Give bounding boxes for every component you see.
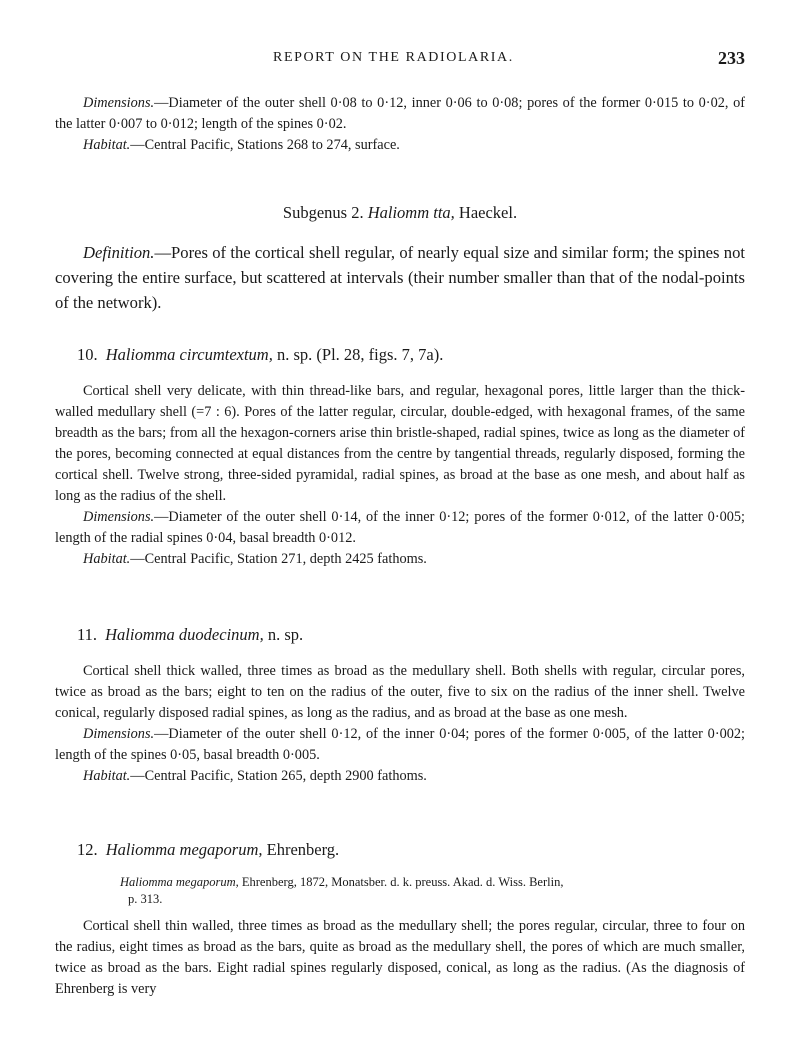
citation-name: Haliomma megaporum, — [120, 875, 239, 889]
species-dimensions — [55, 507, 745, 549]
species-habitat — [55, 549, 745, 570]
species-citation — [55, 874, 745, 908]
prev-dimensions-paragraph — [55, 93, 745, 135]
species-number: 11. — [77, 625, 98, 644]
species-heading-10 — [77, 345, 767, 365]
species-10-body — [55, 381, 745, 570]
definition-paragraph — [55, 240, 745, 315]
dimensions-label: Dimensions. — [83, 509, 155, 525]
subgenus-name: Haliomm tta, — [367, 203, 455, 222]
species-11-body — [55, 661, 745, 787]
habitat-text: —Central Pacific, Station 271, depth 2425 fathoms. — [130, 551, 427, 567]
definition-label: Definition. — [83, 243, 155, 262]
habitat-label: Habitat. — [83, 768, 131, 784]
species-12-body — [55, 916, 745, 1000]
subgenus-heading — [55, 203, 745, 223]
page-number: 233 — [718, 48, 745, 68]
citation-continuation: p. 313. — [128, 892, 163, 906]
species-suffix: n. sp. (Pl. 28, figs. 7, 7a). — [276, 345, 444, 364]
running-header — [55, 50, 745, 72]
subgenus-author: Haeckel. — [458, 203, 518, 222]
species-name: Haliomma megaporum, — [105, 840, 263, 859]
species-name: Haliomma circumtextum, — [105, 345, 273, 364]
species-12-citation — [55, 874, 745, 908]
species-number: 12. — [77, 840, 98, 859]
species-suffix: Ehrenberg. — [266, 840, 340, 859]
species-description: Cortical shell very delicate, with thin thread-like bars, and regular, hexagonal pores, little larger than the thick-walled medullary shell (=7 : 6). Pores of the latter regular, circular, double-edged, with hexagonal frames, of the same breadth as the bars; from all the hexagon-corners arise thin bristle-shaped, radial spines, twice as long as the diameter of the pores, becoming connected at equal distances from the centre by tangential threads, regularly disposed, forming the cortical shell. Twelve strong, three-sided pyramidal, radial spines, as broad at the base as one mesh, and about half as long as the radius of the shell. — [55, 383, 745, 504]
citation-text: Ehrenberg, 1872, Monatsber. d. k. preuss. Akad. d. Wiss. Berlin, — [241, 875, 564, 889]
species-heading-11 — [77, 625, 767, 645]
dimensions-text: —Diameter of the outer shell 0·08 to 0·12, inner 0·06 to 0·08; pores of the former 0·015 to 0·02, of the latter 0·007 to 0·012; length of the spines 0·02. — [55, 95, 745, 132]
dimensions-text: —Diameter of the outer shell 0·14, of the inner 0·12; pores of the former 0·012, of the latter 0·005; length of the radial spines 0·04, basal breadth 0·012. — [55, 509, 745, 546]
species-description: Cortical shell thin walled, three times as broad as the medullary shell; the pores regular, circular, three to four on the radius, eight times as broad as the bars, quite as broad as the medullary shell, the pores of which are much smaller, twice as broad as the bars. Eight radial spines regularly disposed, conical, as long as the radius. (As the diagnosis of Ehrenberg is very — [55, 918, 745, 997]
species-dimensions — [55, 724, 745, 766]
definition-text: —Pores of the cortical shell regular, of nearly equal size and similar form; the spines not covering the entire surface, but scattered at intervals (their number smaller than that of the nodal-points of the network). — [55, 243, 745, 312]
running-title: REPORT ON THE RADIOLARIA. — [273, 50, 514, 65]
definition-block — [55, 240, 745, 315]
species-suffix: n. sp. — [267, 625, 304, 644]
species-description: Cortical shell thick walled, three times as broad as the medullary shell. Both shells with regular, circular pores, twice as broad as the bars; eight to ten on the radius of the outer, five to six on the radius of the inner shell. Twelve conical, regularly disposed radial spines, as long as the radius, and as broad at the base as one mesh. — [55, 663, 745, 721]
species-number: 10. — [77, 345, 98, 364]
species-habitat — [55, 766, 745, 787]
dimensions-label: Dimensions. — [83, 95, 155, 111]
habitat-label: Habitat. — [83, 551, 131, 567]
species-name: Haliomma duodecinum, — [105, 625, 264, 644]
prev-habitat-paragraph — [55, 135, 745, 156]
habitat-text: —Central Pacific, Station 265, depth 2900 fathoms. — [130, 768, 427, 784]
dimensions-label: Dimensions. — [83, 726, 155, 742]
subgenus-prefix: Subgenus 2. — [282, 203, 364, 222]
dimensions-text: —Diameter of the outer shell 0·12, of the inner 0·04; pores of the former 0·005, of the latter 0·002; length of the spines 0·05, basal breadth 0·005. — [55, 726, 745, 763]
habitat-label: Habitat. — [83, 137, 131, 153]
habitat-text: —Central Pacific, Stations 268 to 274, surface. — [130, 137, 400, 153]
species-heading-12 — [77, 840, 767, 860]
prev-species-block — [55, 93, 745, 156]
